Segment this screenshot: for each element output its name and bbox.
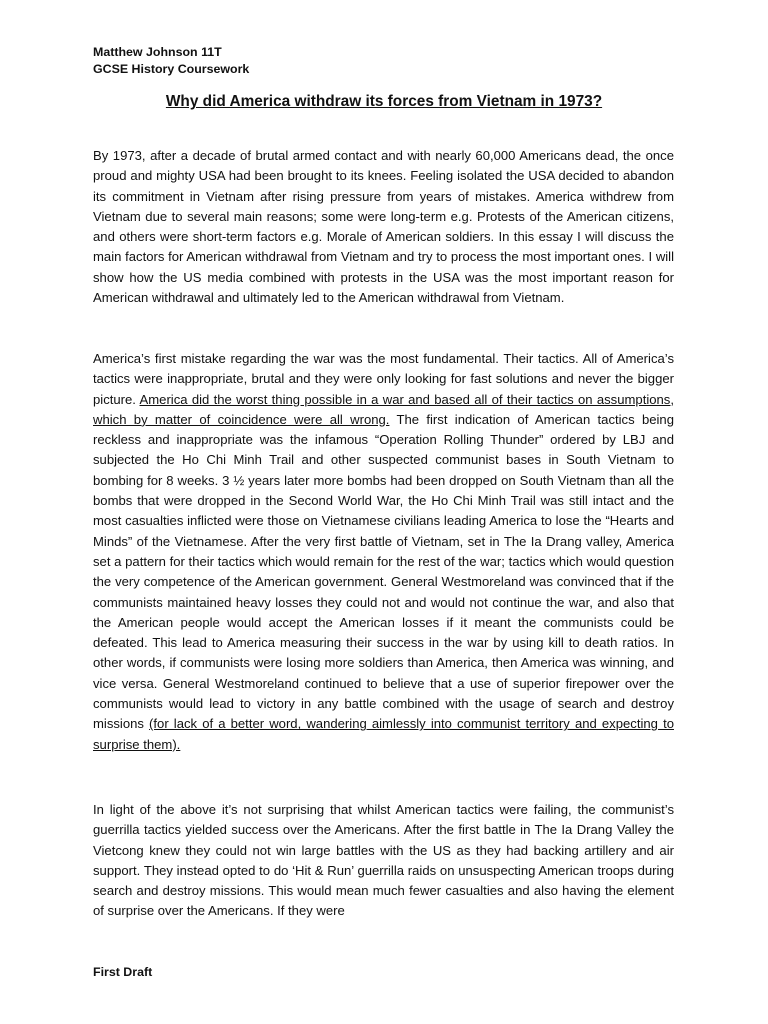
course-line: GCSE History Coursework (93, 62, 250, 76)
paragraph-guerrilla (93, 800, 674, 922)
paragraph-tactics (93, 349, 674, 755)
underlined-text: (for lack of a better word, wandering aimlessly into communist territory and expecting to surprise them). (93, 716, 674, 752)
essay-title: Why did America withdraw its forces from Vietnam in 1973? (165, 93, 603, 110)
paragraph-text: In light of the above it’s not surprising that whilst American tactics were failing, the communist’s guerrilla tactics yielded success over the Americans. After the first battle in The Ia Drang Valley the Vietcong knew they could not win large battles with the US as they had backing artillery and air support. They instead opted to do ‘Hit & Run’ guerrilla raids on unsuspecting American troops during search and destroy missions. This would mean much fewer casualties and also having the element of surprise over the Americans. If they were (93, 802, 674, 919)
underlined-text: America did the worst thing possible in a war and based all of their tactics on assumptions, which by matter of coincidence were all wrong. (93, 391, 674, 427)
paragraph-intro (93, 146, 674, 308)
paragraph-text: The first indication of American tactics being reckless and inappropriate was the infamous “Operation Rolling Thunder” ordered by LBJ and subjected the Ho Chi Minh Trail and other suspected communist bases in South Vietnam to bombing for 8 weeks. 3 ½ years later more bombs had been dropped on South Vietnam than all the bombs that were dropped in the Second World War, the Ho Chi Minh Trail was still intact and the most casualties inflicted were those on Vietnamese civilians leading America to lose the “Hearts and Minds” of the Vietnamese. After the very first battle of Vietnam, set in The Ia Drang valley, America set a pattern for their tactics which would remain for the rest of the war; tactics which would question the very competence of the American government. General Westmoreland was convinced that if the communists maintained heavy losses they could not and would not continue the war, and also that the American people would accept the American losses if it meant the communists could be defeated. This lead to America measuring their success in the war by using kill to death ratios. In other words, if communists were losing more soldiers than America, then America was winning, and vice versa. General Westmoreland continued to believe that a use of superior firepower over the communists would lead to victory in any battle combined with the usage of search and destroy missions (93, 411, 674, 732)
author-line: Matthew Johnson 11T (93, 45, 222, 59)
paragraph-text: America’s first mistake regarding the war was the most fundamental. Their tactics. All of America’s tactics were inappropriate, brutal and they were only looking for fast solutions and never the bigger picture. (93, 351, 674, 407)
draft-footer: First Draft (93, 965, 153, 979)
paragraph-text: By 1973, after a decade of brutal armed contact and with nearly 60,000 Americans dead, the once proud and mighty USA had been brought to its knees. Feeling isolated the USA decided to abandon its commitment in Vietnam after rising pressure from years of mistakes. America withdrew from Vietnam due to several main reasons; some were long-term e.g. Protests of the American citizens, and others were short-term factors e.g. Morale of American soldiers. In this essay I will discuss the main factors for American withdrawal from Vietnam and try to process the most important ones. I will show how the US media combined with protests in the USA was the most important reason for American withdrawal and ultimately led to the American withdrawal from Vietnam. (93, 148, 674, 306)
